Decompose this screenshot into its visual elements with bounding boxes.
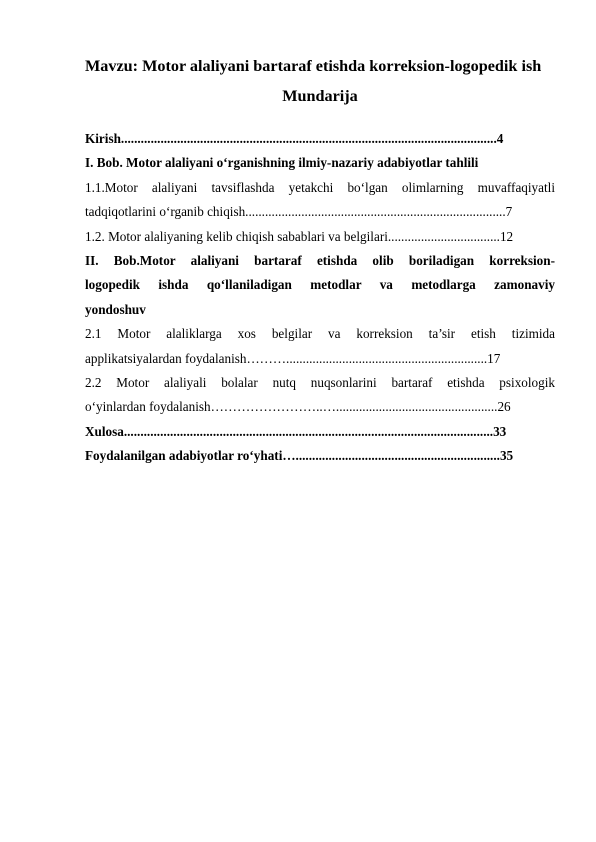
toc-entry-section-2-2 (85, 371, 555, 420)
toc-entry-references: Foydalanilgan adabiyotlar ro‘yhati…..............................................................35 (85, 448, 514, 464)
toc-entry-section-2-2-line-2: o‘yinlardan foydalanish……………………..….................................................26 (85, 399, 511, 415)
toc-entry-intro: Kirish..................................................................................................................4 (85, 131, 504, 146)
table-of-contents (85, 127, 555, 469)
toc-entry-chapter-2-line-2: logopedik ishda qo‘llaniladigan metodlar va metodlarga zamonaviy (85, 277, 555, 293)
toc-entry-section-2-2-line-1: 2.2 Motor alaliyali bolalar nutq nuqsonlarini bartaraf etishda psixologik (85, 375, 555, 391)
toc-entry-chapter-1: I. Bob. Motor alaliyani o‘rganishning ilmiy-nazariy adabiyotlar tahlili (85, 155, 479, 171)
toc-entry-section-1-1-line-2: tadqiqotlarini o‘rganib chiqish...............................................................................7 (85, 204, 513, 220)
document-title: Mavzu: Motor alaliyani bartaraf etishda korreksion-logopedik ish (85, 57, 542, 75)
toc-entry-conclusion: Xulosa................................................................................................................33 (85, 423, 507, 439)
toc-entry-chapter-2-line-3: yondoshuv (85, 301, 146, 317)
toc-entry-section-2-1-line-2: applikatsiyalardan foydalanish……….............................................................17 (85, 350, 501, 366)
toc-entry-section-2-1-line-1: 2.1 Motor alaliklarga xos belgilar va korreksion ta’sir etish tizimida (85, 326, 555, 342)
toc-entry-section-1-2: 1.2. Motor alaliyaning kelib chiqish sabablari va belgilari..................................12 (85, 228, 514, 244)
toc-entry-section-1-1 (85, 176, 555, 225)
toc-entry-chapter-2-line-1: II. Bob.Motor alaliyani bartaraf etishda olib boriladigan korreksion- (85, 253, 555, 269)
toc-entry-section-2-1 (85, 322, 555, 371)
toc-heading: Mundarija (282, 87, 358, 105)
toc-entry-chapter-2 (85, 249, 555, 322)
toc-entry-section-1-1-line-1: 1.1.Motor alaliyani tavsiflashda yetakchi bo‘lgan olimlarning muvaffaqiyatli (85, 179, 555, 195)
